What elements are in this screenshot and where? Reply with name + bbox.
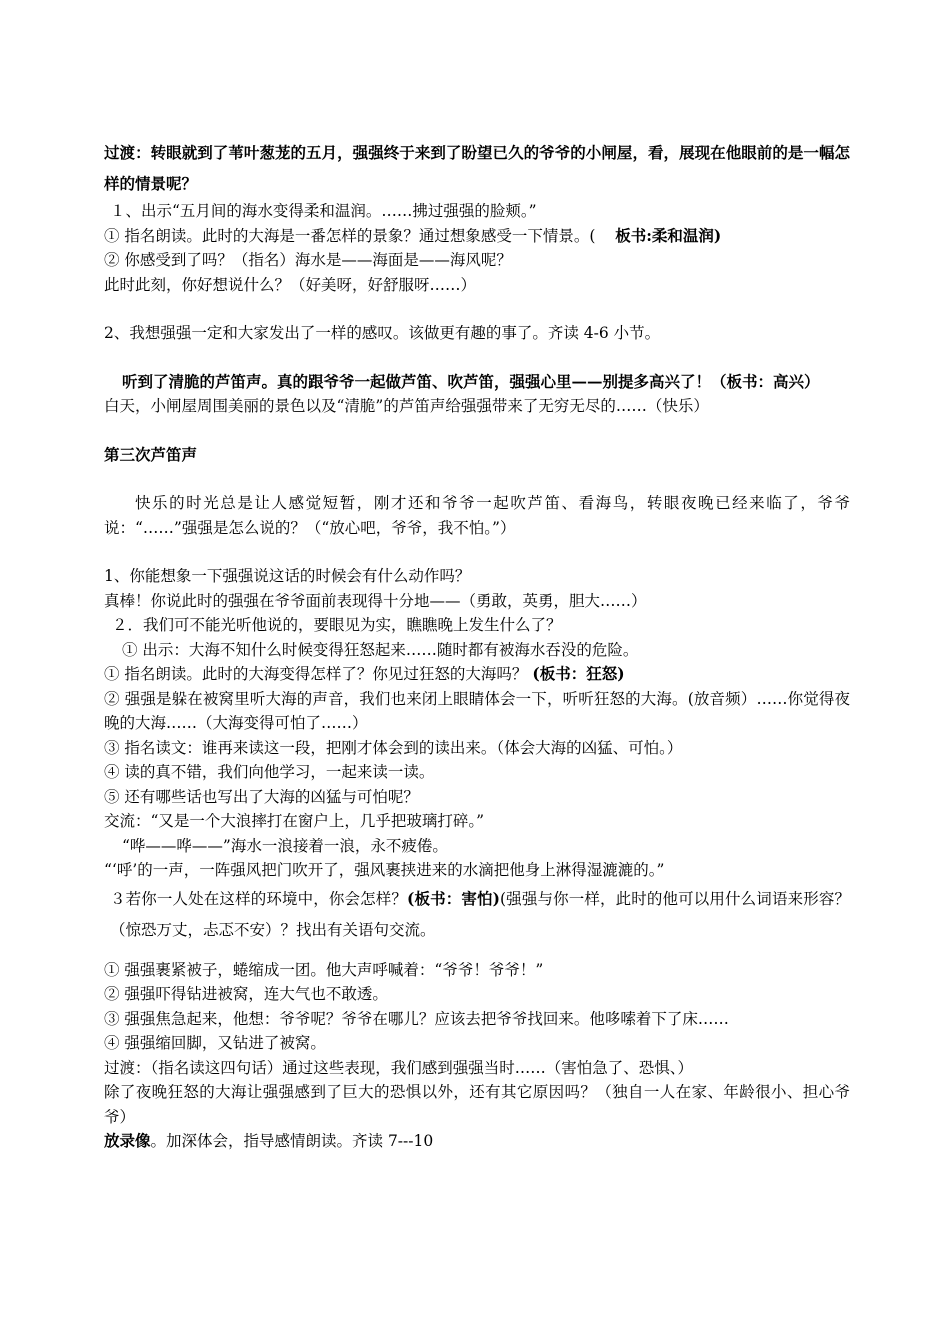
reaction2: ② 强强吓得钻进被窝，连大气也不敢透。	[104, 985, 388, 1003]
question2-reread: ③ 指名读文：谁再来读这一段，把刚才体会到的读出来。（体会大海的凶猛、可怕。）	[104, 738, 683, 757]
question3-text-b: (强强与你一样，此时的他可以用什么词语来形容？（惊恐万丈，忐忑不安）？找出有关语句交流。	[110, 889, 850, 939]
transition-paragraph: 过渡：转眼就到了苇叶葱茏的五月，强强终于来到了盼望已久的爷爷的小闸屋，看，展现在他眼前的是一幅怎样的情景呢？	[104, 143, 850, 193]
question2-show: ① 出示：大海不知什么时候变得狂怒起来……随时都有被海水吞没的危险。	[122, 640, 639, 659]
question2-read-text: ① 指名朗读。此时的大海变得怎样了？你见过狂怒的大海吗？	[104, 665, 528, 683]
exchange-line1: 交流：“又是一个大浪摔打在窗户上，几乎把玻璃打碎。”	[104, 812, 485, 830]
board-note-gentle: 板书:柔和温润)	[615, 225, 722, 245]
board-note-afraid: (板书：害怕)	[407, 888, 500, 908]
final-instruction	[104, 1129, 850, 1154]
transition3: 除了夜晚狂怒的大海让强强感到了巨大的恐惧以外，还有其它原因吗？（独自一人在家、年龄很小、担心爷爷）	[104, 1083, 850, 1126]
step2-read: 2、我想强强一定和大家发出了一样的感叹。该做更有趣的事了。齐读 4-6 小节。	[104, 324, 661, 342]
document-page	[104, 137, 850, 1154]
final-text: 。加深体会，指导感情朗读。齐读 7---10	[150, 1132, 434, 1150]
third-intro: 快乐的时光总是让人感觉短暂，刚才还和爷爷一起吹芦笛、看海鸟，转眼夜晚已经来临了，爷爷说：“……”强强是怎么说的？（“放心吧，爷爷，我不怕。”）	[104, 494, 850, 537]
step1-read-text: ① 指名朗读。此时的大海是一番怎样的景象？通过想象感受一下情景。(	[104, 226, 596, 245]
exchange-line2: “哗——哗——”海水一浪接着一浪，永不疲倦。	[122, 836, 448, 855]
section-heading-third: 第三次芦笛声	[104, 444, 198, 464]
question3-text-a: ３若你一人处在这样的环境中，你会怎样？	[110, 889, 408, 908]
step1-feel: ② 你感受到了吗？（指名）海水是——海面是——海风呢？	[104, 251, 512, 269]
question2-read	[104, 662, 850, 687]
question2-more: ⑤ 还有哪些话也写出了大海的凶猛与可怕呢？	[104, 787, 419, 806]
transition2: 过渡：（指名读这四句话）通过这些表现，我们感到强强当时……（害怕急了、恐惧、）	[104, 1058, 694, 1077]
final-bold: 放录像	[104, 1131, 151, 1150]
step1-read	[104, 224, 850, 249]
board-note-furious: (板书：狂怒)	[532, 664, 625, 683]
question1: 1、你能想象一下强强说这话的时候会有什么动作吗？	[104, 567, 471, 585]
reaction1: ① 强强裹紧被子，蜷缩成一团。他大声呼喊着：“爷爷！爷爷！”	[104, 960, 544, 979]
question1-answer: 真棒！你说此时的强强在爷爷面前表现得十分地——（勇敢，英勇，胆大……）	[104, 591, 647, 610]
question2: ２．我们可不能光听他说的，要眼见为实，瞧瞧晚上发生什么了？	[112, 616, 562, 634]
question3	[104, 883, 850, 946]
reaction3: ③ 强强焦急起来，他想：爷爷呢？爷爷在哪儿？应该去把爷爷找回来。他哆嗦着下了床……	[104, 1009, 729, 1028]
question2-together: ④ 读的真不错，我们向他学习，一起来读一读。	[104, 763, 435, 781]
step1-show: １、出示“五月间的海水变得柔和温润。……拂过强强的脸颊。”	[110, 202, 537, 220]
reaction4: ④ 强强缩回脚，又钻进了被窝。	[104, 1034, 326, 1052]
step1-say: 此时此刻，你好想说什么？（好美呀，好舒服呀……）	[104, 275, 477, 294]
step2-happy: 听到了清脆的芦笛声。真的跟爷爷一起做芦笛、吹芦笛，强强心里——别提多高兴了！（板书：高兴）	[122, 371, 820, 391]
question2-listen: ② 强强是躲在被窝里听大海的声音，我们也来闭上眼睛体会一下，听听狂怒的大海。(放音频）……你觉得夜晚的大海……（大海变得可怕了……）	[104, 689, 850, 732]
step2-daytime: 白天，小闸屋周围美丽的景色以及“清脆”的芦笛声给强强带来了无穷无尽的……（快乐）	[104, 397, 709, 415]
exchange-line3: “‘呼’的一声，一阵强风把门吹开了，强风裹挟进来的水滴把他身上淋得湿漉漉的。”	[104, 861, 665, 879]
